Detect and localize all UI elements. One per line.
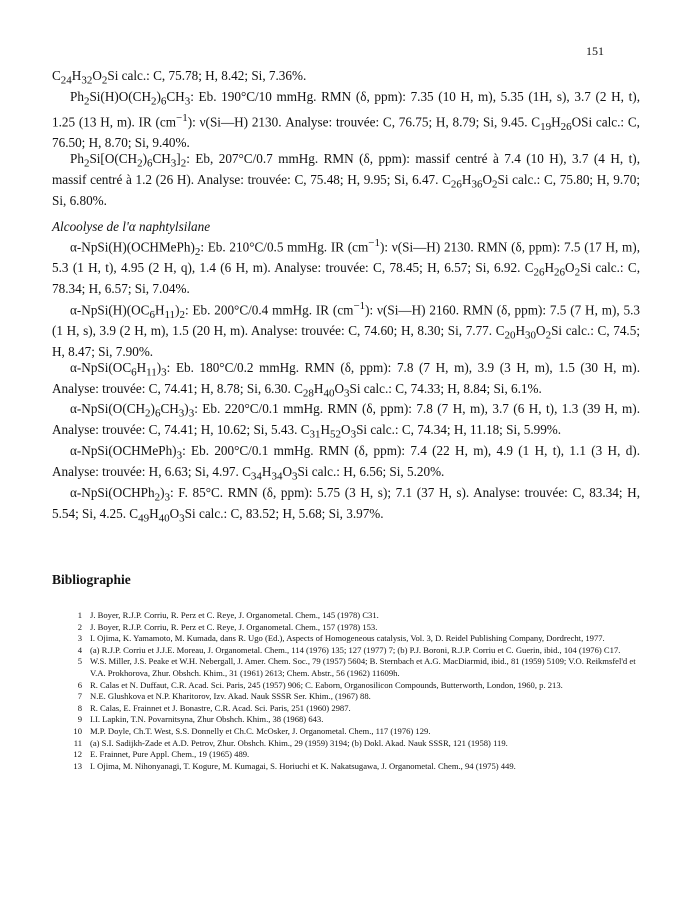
reference-number: 3 [77,633,82,644]
reference-text: R. Calas et N. Duffaut, C.R. Acad. Sci. Paris, 245 (1957) 906; C. Eaborn, Organosilicon Compounds, Butterworth, London, 1960, p. 213. [90,679,563,690]
paragraph-calc-c24: $C_{24}H_{32}O_2Si$ calc.: C, 75.78; H, 8.42; Si, 7.36%. [52,68,307,87]
reference-text: I.I. Lapkin, T.N. Povarnitsyna, Zhur Obshch. Khim., 38 (1968) 643. [90,714,324,725]
reference-text: (a) S.I. Sadijkh-Zade et A.D. Petrov, Zhur. Obshch. Khim., 29 (1959) 3194; (b) Dokl. Akad. Nauk SSSR, 121 (1958) 119. [90,737,508,748]
reference-item [52,633,640,645]
reference-number: 8 [77,702,82,713]
reference-number: 7 [77,691,82,702]
reference-item [52,610,640,622]
reference-number: 12 [73,749,82,760]
paragraph-npsi-tricyclohexyl: $\alpha-NpSi(OC_6H_{11})_3$: Eb. 180°C/0.2 mmHg. RMN (δ, ppm): 7.8 (7 H, m), 3.9 (3 H, m), 1.5 (30 H, m). Analyse: trouvée: C, 74.41; H, 8.78; Si, 6.30. $C_{28}H_{40}O_3Si$ calc.: C, 74.33; H, 8.84; Si, 6.1%. [52,359,640,400]
reference-item [52,691,640,703]
paragraph-npsih-ocyclohexyl: $\alpha-NpSi(H)(OC_6H_{11})_2$: Eb. 200°C/0.4 mmHg. IR $(cm^{-1})$: ν(Si—H) 2160. RMN (δ, ppm): 7.5 (7 H, m), 5.3 (1 H, s), 3.9 (2 H, m), 1.5 (20 H, m). Analyse: trouvée: C, 74.60; H, 8.30; Si, 7.77. $C_{20}H_{30}O_2Si$ calc.: C, 74.5; H, 8.47; Si, 7.90%. [52,299,640,359]
paragraph-npsi-triheptyloxy: $\alpha-NpSi(O(CH_2)_6CH_3)_3$: Eb. 220°C/0.1 mmHg. RMN (δ, ppm): 7.8 (7 H, m), 3.7 (6 H, t), 1.3 (39 H, m). Analyse: trouvée: C, 74.41; H, 10.62; Si, 5.43. $C_{31}H_{52}O_3Si$ calc.: C, 74.34; H, 11.18; Si, 5.99%. [52,401,640,441]
reference-text: J. Boyer, R.J.P. Corriu, R. Perz et C. Reye, J. Organometal. Chem., 157 (1978) 153. [90,621,378,632]
reference-item [52,645,640,657]
reference-list [52,610,640,772]
reference-number: 6 [77,679,82,690]
reference-text: R. Calas, E. Frainnet et J. Bonastre, C.R. Acad. Sci. Paris, 251 (1960) 2987. [90,702,351,713]
reference-item [52,680,640,692]
reference-text: E. Frainnet, Pure Appl. Chem., 19 (1965) 489. [90,749,250,760]
reference-item [52,738,640,750]
reference-item [52,726,640,738]
reference-item [52,749,640,761]
bibliography-title: Bibliographie [52,572,131,587]
paragraph-npsih-ochmeph: $\alpha-NpSi(H)(OCHMePh)_2$: Eb. 210°C/0.5 mmHg. IR $(cm^{-1})$: ν(Si—H) 2130. RMN (δ, ppm): 7.5 (17 H, m), 5.3 (1 H, t), 4.95 (2 H, q), 1.4 (6 H, m). Analyse: trouvée: C, 78.45; H, 6.57; Si, 6.92. $C_{26}H_{26}O_2Si$ calc.: C, 78.34; H, 6.57; Si, 7.04%. [52,237,641,297]
reference-text: J. Boyer, R.J.P. Corriu, R. Perz et C. Reye, J. Organometal. Chem., 145 (1978) C31. [90,610,379,620]
reference-number: 9 [77,714,82,725]
reference-number: 5 [77,656,82,667]
reference-number: 4 [77,644,82,655]
page-number: 151 [586,44,604,58]
reference-text: M.P. Doyle, Ch.T. West, S.S. Donnelly et Ch.C. McOsker, J. Organometal. Chem., 117 (1976) 129. [90,725,431,736]
reference-item [52,714,640,726]
reference-item [52,703,640,715]
paragraph-npsi-tri-ochph2: $\alpha-NpSi(OCHPh_2)_3$: F. 85°C. RMN (δ, ppm): 5.75 (3 H, s); 7.1 (37 H, s). Analyse: trouvée: C, 83.34; H, 5.54; Si, 4.25. $C_{49}H_{40}O_3Si$ calc.: C, 83.52; H, 5.68; Si, 3.97%. [52,484,640,525]
section-title: Alcoolyse de l'α naphtylsilane [52,219,211,235]
reference-text: (a) R.J.P. Corriu et J.J.E. Moreau, J. Organometal. Chem., 114 (1976) 135; 127 (1977) 7; (b) P.J. Boroni, R.J.P. Corriu et C. Guerin, ibid., 104 (1976) C17. [90,644,621,655]
reference-item [52,656,640,679]
reference-item [52,622,640,634]
reference-text: W.S. Miller, J.S. Peake et W.H. Nebergall, J. Amer. Chem. Soc., 79 (1957) 5604; B. Sternbach et A.G. MacDiarmid, ibid., 81 (1959) 5109; V.O. Reikmsfel'd et V.A. Prokhorova, Zhur. Obshch. Khim., 31 (1961) 2613; Chem. Abstr., 56 (1962) 11609h. [90,656,636,678]
paragraph-ph2sih-heptyloxy: $Ph_2Si(H)O(CH_2)_6CH_3$: Eb. 190°C/10 mmHg. RMN (δ, ppm): 7.35 (10 H, m), 5.35 (1H, s), 3.7 (2 H, t), 1.25 (13 H, m). IR $(cm^{-1})$: ν(Si—H) 2130. Analyse: trouvée: C, 76.75; H, 8.79; Si, 9.45. $C_{19}H_{26}OSi$ calc.: C, 76.50; H, 8.70; Si, 9.40%. [52,88,640,150]
reference-text: I. Ojima, K. Yamamoto, M. Kumada, dans R. Ugo (Ed.), Aspects of Homogeneous catalysis, Vol. 3, D. Reidel Publishing Company, Dordrecht, 1977. [90,633,605,644]
reference-text: I. Ojima, M. Nihonyanagi, T. Kogure, M. Kumagai, S. Horiuchi et K. Nakatsugawa, J. Organometal. Chem., 94 (1975) 449. [90,760,516,771]
reference-number: 11 [73,737,82,748]
body-text [52,68,640,527]
paragraph-ph2si-diheptyloxy: $Ph_2Si[O(CH_2)_6CH_3]_2$: Eb, 207°C/0.7 mmHg. RMN (δ, ppm): massif centré à 7.4 (10 H), 3.7 (4 H, t), massif centré à 1.2 (26 H). Analyse: trouvée: C, 75.48; H, 9.95; Si, 6.47. $C_{26}H_{36}O_2Si$ calc.: C, 75.80; H, 9.70; Si, 6.80%. [52,151,640,208]
reference-item [52,761,640,773]
reference-number: 2 [77,621,82,632]
reference-number: 1 [77,610,82,620]
reference-number: 13 [73,760,82,771]
reference-number: 10 [73,725,82,736]
reference-text: N.E. Glushkova et N.P. Kharitorov, Izv. Akad. Nauk SSSR Ser. Khim., (1967) 88. [90,691,371,702]
paragraph-npsi-tri-ochmeph: $\alpha-NpSi(OCHMePh)_3$: Eb. 200°C/0.1 mmHg. RMN (δ, ppm): 7.4 (22 H, m), 4.9 (1 H, t), 1.1 (3 H, d). Analyse: trouvée: H, 6.63; Si, 4.97. $C_{34}H_{34}O_3Si$ calc.: H, 6.56; Si, 5.20%. [52,443,640,483]
